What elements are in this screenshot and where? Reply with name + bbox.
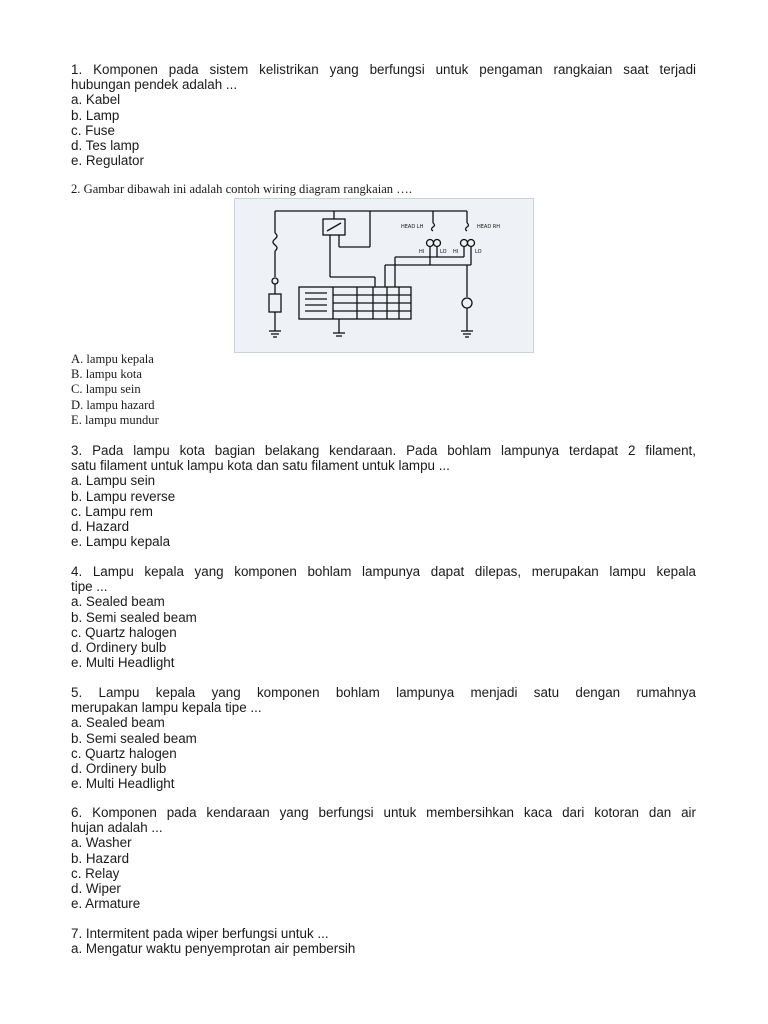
question-3-stem-line-2: satu filament untuk lampu kota dan satu filament untuk lampu ... — [71, 458, 450, 474]
question-6-option-e: e. Armature — [71, 896, 141, 912]
question-1-option-d: d. Tes lamp — [71, 138, 140, 154]
question-3-option-e: e. Lampu kepala — [71, 534, 171, 550]
hi-label-left: HI — [419, 249, 425, 255]
question-2-options — [71, 352, 696, 428]
question-4 — [71, 564, 696, 670]
question-7-stem-line-1: 7. Intermitent pada wiper berfungsi untuk ... — [71, 926, 329, 941]
question-4-stem-line-2: tipe ... — [71, 579, 108, 595]
question-5-option-d: d. Ordinery bulb — [71, 761, 167, 777]
question-4-option-a: a. Sealed beam — [71, 594, 165, 610]
question-6-option-c: c. Relay — [71, 865, 120, 881]
question-5 — [71, 685, 696, 791]
question-4-option-d: d. Ordinery bulb — [71, 640, 167, 656]
question-7-option-a: a. Mengatur waktu penyemprotan air pembersih — [71, 941, 356, 957]
question-5-option-c: c. Quartz halogen — [71, 745, 177, 761]
question-6 — [71, 805, 696, 911]
head-lh-label: HEAD LH — [401, 224, 424, 230]
question-2-option-e: E. lampu mundur — [71, 412, 159, 427]
wiring-diagram-figure — [234, 198, 534, 353]
question-1-option-a: a. Kabel — [71, 92, 121, 108]
lo-label-left: LO — [440, 249, 447, 255]
lo-label-right: LO — [475, 249, 482, 255]
question-1 — [71, 62, 696, 168]
question-3 — [71, 443, 696, 549]
question-3-option-d: d. Hazard — [71, 519, 130, 535]
question-3-option-a: a. Lampu sein — [71, 473, 156, 489]
question-1-option-e: e. Regulator — [71, 153, 144, 169]
question-6-stem-line-1: 6. Komponen pada kendaraan yang berfungsi untuk membersihkan kaca dari kotoran dan air — [71, 805, 696, 820]
question-2-option-d: D. lampu hazard — [71, 397, 155, 412]
question-6-stem-line-2: hujan adalah ... — [71, 820, 163, 836]
question-2-stem-line-1: 2. Gambar dibawah ini adalah contoh wiring diagram rangkaian …. — [71, 182, 412, 196]
question-5-option-b: b. Semi sealed beam — [71, 730, 197, 746]
question-5-option-a: a. Sealed beam — [71, 715, 165, 731]
question-7 — [71, 926, 696, 956]
question-3-option-c: c. Lampu rem — [71, 503, 153, 519]
question-6-option-a: a. Washer — [71, 835, 132, 851]
question-2-option-b: B. lampu kota — [71, 367, 143, 382]
question-5-stem-line-2: merupakan lampu kepala tipe ... — [71, 700, 262, 716]
hi-label-right: HI — [453, 249, 459, 255]
question-4-option-b: b. Semi sealed beam — [71, 609, 197, 625]
question-3-stem-line-1: 3. Pada lampu kota bagian belakang kendaraan. Pada bohlam lampunya terdapat 2 filament, — [71, 443, 696, 458]
wiring-diagram — [235, 199, 533, 352]
question-4-option-c: c. Quartz halogen — [71, 624, 177, 640]
question-2-option-a: A. lampu kepala — [71, 352, 154, 366]
question-1-stem-line-2: hubungan pendek adalah ... — [71, 77, 238, 93]
question-3-option-b: b. Lampu reverse — [71, 488, 176, 504]
question-6-option-d: d. Wiper — [71, 881, 121, 897]
head-rh-label: HEAD RH — [477, 224, 501, 230]
question-4-stem-line-1: 4. Lampu kepala yang komponen bohlam lampunya dapat dilepas, merupakan lampu kepala — [71, 564, 696, 579]
question-4-option-e: e. Multi Headlight — [71, 655, 175, 671]
question-1-option-c: c. Fuse — [71, 122, 115, 138]
question-1-stem-line-1: 1. Komponen pada sistem kelistrikan yang berfungsi untuk pengaman rangkaian saat terjadi — [71, 62, 696, 77]
question-2-option-c: C. lampu sein — [71, 382, 141, 397]
question-5-option-e: e. Multi Headlight — [71, 776, 175, 792]
question-6-option-b: b. Hazard — [71, 850, 130, 866]
question-5-stem-line-1: 5. Lampu kepala yang komponen bohlam lampunya menjadi satu dengan rumahnya — [71, 685, 696, 700]
question-1-option-b: b. Lamp — [71, 107, 120, 123]
question-2-stem — [71, 182, 696, 197]
